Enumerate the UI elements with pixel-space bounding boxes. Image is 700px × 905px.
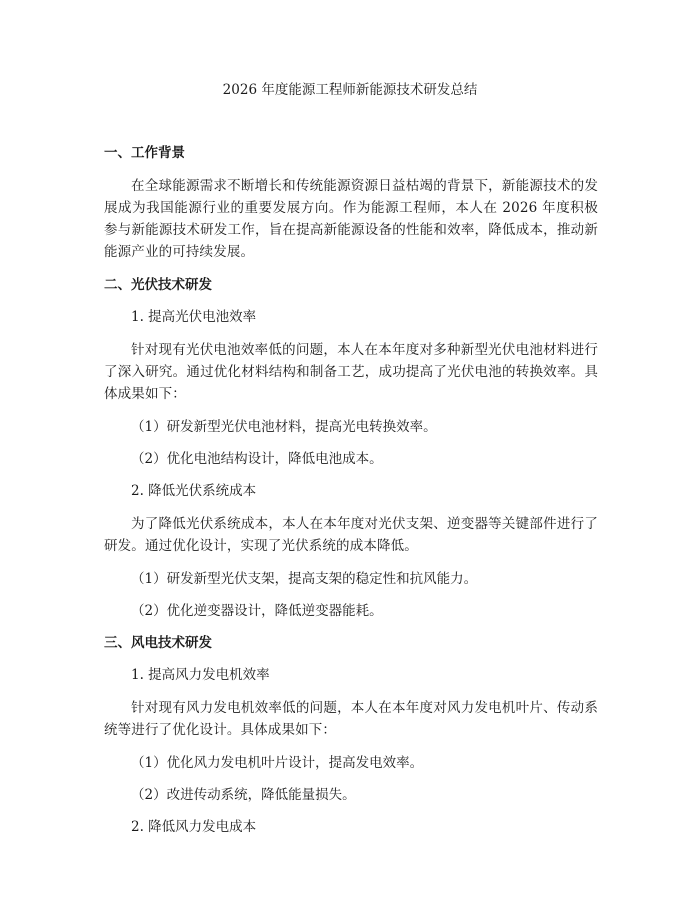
- subsection-paragraph: 针对现有光伏电池效率低的问题，本人在本年度对多种新型光伏电池材料进行了深入研究。通过优化材料结构和制备工艺，成功提高了光伏电池的转换效率。具体成果如下：: [104, 342, 598, 402]
- subsection-heading: 1. 提高风力发电机效率: [131, 667, 270, 683]
- list-item: （1）研发新型光伏支架，提高支架的稳定性和抗风能力。: [131, 571, 478, 587]
- subsection-heading: 2. 降低风力发电成本: [131, 819, 257, 835]
- list-item: （2）优化逆变器设计，降低逆变器能耗。: [131, 603, 383, 619]
- subsection-heading: 1. 提高光伏电池效率: [131, 309, 257, 325]
- section-wind-power-rd: [104, 633, 598, 837]
- section-work-background: [104, 143, 598, 263]
- subsection-paragraph: 为了降低光伏系统成本，本人在本年度对光伏支架、逆变器等关键部件进行了研发。通过优化设计，实现了光伏系统的成本降低。: [104, 516, 598, 554]
- section-photovoltaic-rd: [104, 275, 598, 621]
- document-body: [104, 143, 598, 849]
- list-item: （1）研发新型光伏电池材料，提高光电转换效率。: [131, 419, 437, 435]
- list-item: （2）改进传动系统，降低能量损失。: [131, 787, 356, 803]
- list-item: （2）优化电池结构设计，降低电池成本。: [131, 451, 383, 467]
- section-heading: 二、光伏技术研发: [104, 277, 212, 293]
- list-item: （1）优化风力发电机叶片设计，提高发电效率。: [131, 755, 424, 771]
- document-title: 2026 年度能源工程师新能源技术研发总结: [222, 82, 478, 98]
- section-heading: 一、工作背景: [104, 145, 185, 161]
- subsection-paragraph: 针对现有风力发电机效率低的问题，本人在本年度对风力发电机叶片、传动系统等进行了优化设计。具体成果如下：: [104, 700, 598, 738]
- section-paragraph: 在全球能源需求不断增长和传统能源资源日益枯竭的背景下，新能源技术的发展成为我国能源行业的重要发展方向。作为能源工程师，本人在 2026 年度积极参与新能源技术研发工作，旨在提高新能源设备的性能和效率，降低成本，推动新能源产业的可持续发展。: [104, 178, 598, 260]
- subsection-heading: 2. 降低光伏系统成本: [131, 483, 257, 499]
- section-heading: 三、风电技术研发: [104, 635, 212, 651]
